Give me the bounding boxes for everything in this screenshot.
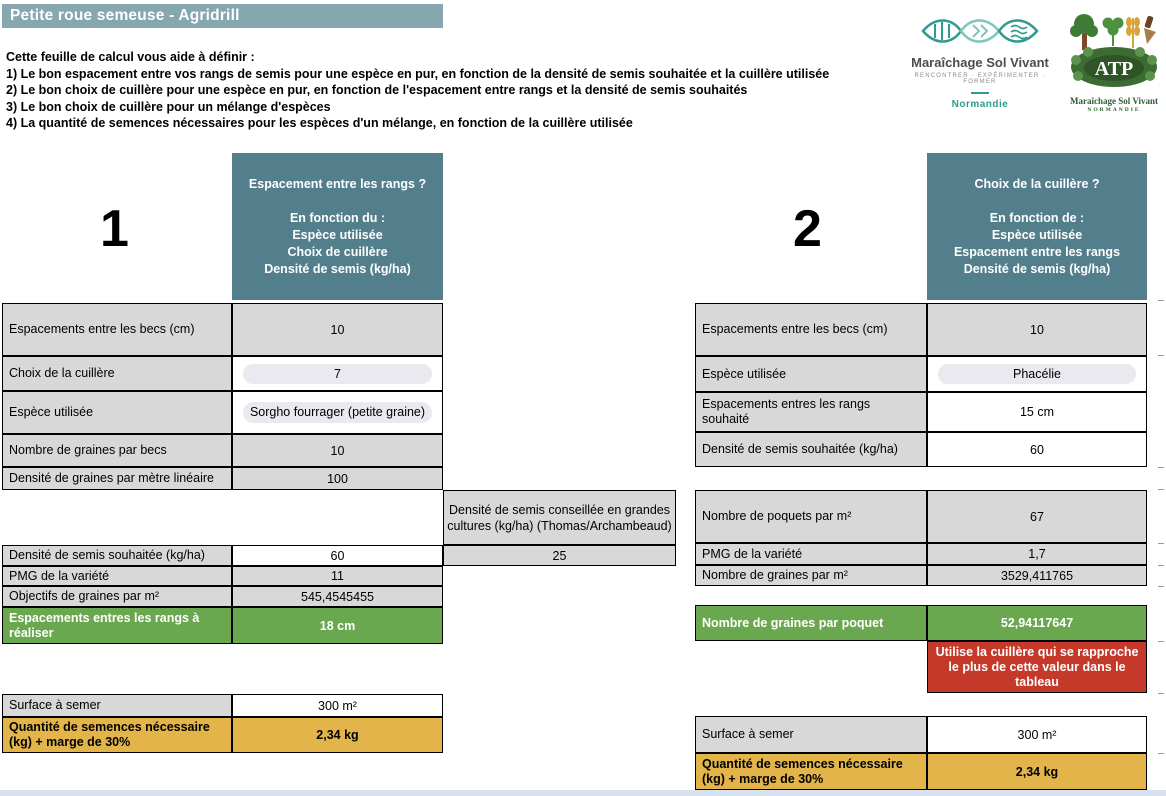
s1-espece-dropdown[interactable]: Sorgho fourrager (petite graine)	[243, 402, 432, 423]
s2-espece-dropdown[interactable]: Phacélie	[938, 364, 1136, 384]
s2-poquets-value: 67	[927, 490, 1147, 543]
section1-header-factor-1: Espèce utilisée	[292, 227, 383, 242]
s2-warning-note: Utilise la cuillère qui se rapproche le plus de cette valeur dans le tableau	[927, 641, 1147, 693]
s1-becs-value: 10	[232, 303, 443, 356]
gridline-tick	[1158, 641, 1164, 642]
msv-fish-icon	[915, 16, 1045, 46]
s1-densite-lineaire-label: Densité de graines par mètre linéaire	[2, 467, 232, 490]
s2-becs-value: 10	[927, 303, 1147, 356]
s2-quantite-label: Quantité de semences nécessaire (kg) + marge de 30%	[695, 753, 927, 790]
section1-header	[232, 153, 443, 300]
section1-header-subtitle: En fonction du :	[289, 210, 386, 225]
atp-illustration-icon	[1068, 10, 1160, 90]
s1-surface-input[interactable]: 300 m²	[232, 694, 443, 717]
s1-becs-label: Espacements entre les becs (cm)	[2, 303, 232, 356]
s2-graines-m2-label: Nombre de graines par m²	[695, 565, 927, 586]
atp-logo-name: Maraîchage Sol Vivant	[1070, 96, 1158, 106]
section2-header-factor-1: Espèce utilisée	[991, 227, 1083, 242]
s2-becs-label: Espacements entre les becs (cm)	[695, 303, 927, 356]
s2-result-value: 52,94117647	[927, 605, 1147, 641]
gridline-tick	[1158, 565, 1164, 566]
s2-espece-label: Espèce utilisée	[695, 356, 927, 392]
section1-header-title: Espacement entre les rangs ?	[248, 176, 427, 191]
s1-pmg-label: PMG de la variété	[2, 566, 232, 586]
section2-header-title: Choix de la cuillère ?	[974, 176, 1100, 191]
s1-cuillere-value-cell	[232, 356, 443, 391]
s2-espacement-souhaite-input[interactable]: 15 cm	[927, 392, 1147, 432]
s2-densite-souhaitee-label: Densité de semis souhaitée (kg/ha)	[695, 432, 927, 467]
spacer	[931, 193, 1143, 210]
msv-logo-name: Maraîchage Sol Vivant	[911, 55, 1049, 70]
s1-densite-souhaitee-label: Densité de semis souhaitée (kg/ha)	[2, 545, 232, 566]
atp-acronym: ATP	[1094, 58, 1134, 80]
section2-number: 2	[793, 200, 822, 258]
bottom-row-highlight	[0, 790, 1166, 796]
gridline-tick	[1158, 467, 1164, 468]
gridline-tick	[1158, 355, 1164, 356]
page-title: Petite roue semeuse - Agridrill	[2, 4, 443, 28]
s1-surface-label: Surface à semer	[2, 694, 232, 717]
s2-poquets-label: Nombre de poquets par m²	[695, 490, 927, 543]
s1-result-label: Espacements entres les rangs à réaliser	[2, 607, 232, 644]
intro-line-3: 3) Le bon choix de cuillère pour un mélange d'espèces	[6, 99, 331, 114]
s2-surface-label: Surface à semer	[695, 716, 927, 753]
s2-pmg-label: PMG de la variété	[695, 543, 927, 565]
advice-box-label: Densité de semis conseillée en grandes cultures (kg/ha) (Thomas/Archambeaud)	[443, 490, 676, 545]
s2-graines-m2-value: 3529,411765	[927, 565, 1147, 586]
intro-heading: Cette feuille de calcul vous aide à définir :	[6, 50, 255, 64]
spacer	[236, 193, 439, 210]
intro-line-1: 1) Le bon espacement entre vos rangs de semis pour une espèce en pur, en fonction de la densité de semis souhaitée et la cuillère utilisée	[6, 66, 830, 81]
s1-densite-souhaitee-input[interactable]: 60	[232, 545, 443, 566]
s1-espece-value-cell	[232, 391, 443, 434]
section1-header-factor-3: Densité de semis (kg/ha)	[264, 261, 411, 276]
gridline-tick	[1158, 543, 1164, 544]
gridline-tick	[1158, 300, 1164, 301]
section2-header-factor-3: Densité de semis (kg/ha)	[963, 261, 1111, 276]
s1-quantite-value: 2,34 kg	[232, 717, 443, 753]
section2-header	[927, 153, 1147, 300]
s2-result-label: Nombre de graines par poquet	[695, 605, 927, 641]
s1-espece-label: Espèce utilisée	[2, 391, 232, 434]
s1-cuillere-dropdown[interactable]: 7	[243, 364, 432, 384]
s1-graines-becs-value: 10	[232, 434, 443, 467]
s1-quantite-label: Quantité de semences nécessaire (kg) + marge de 30%	[2, 717, 232, 753]
section2-header-subtitle: En fonction de :	[989, 210, 1085, 225]
gridline-tick	[1158, 489, 1164, 490]
s1-objectif-graines-label: Objectifs de graines par m²	[2, 586, 232, 607]
section1-header-factor-2: Choix de cuillère	[287, 244, 388, 259]
msv-logo	[898, 16, 1062, 110]
gridline-tick	[1158, 753, 1164, 754]
section2-header-factor-2: Espacement entre les rangs	[953, 244, 1121, 259]
atp-logo-region: NORMANDIE	[1087, 107, 1141, 113]
s1-densite-lineaire-value: 100	[232, 467, 443, 490]
s1-cuillere-label: Choix de la cuillère	[2, 356, 232, 391]
s2-espacement-souhaite-label: Espacements entres les rangs souhaité	[695, 392, 927, 432]
s1-result-value: 18 cm	[232, 607, 443, 644]
intro-text	[6, 49, 829, 132]
advice-box-value: 25	[443, 545, 676, 566]
gridline-tick	[1158, 693, 1164, 694]
gridline-tick	[1158, 586, 1164, 587]
s2-densite-souhaitee-input[interactable]: 60	[927, 432, 1147, 467]
section1-number: 1	[100, 200, 129, 258]
msv-divider	[971, 92, 989, 94]
s2-espece-value-cell	[927, 356, 1147, 392]
s1-graines-becs-label: Nombre de graines par becs	[2, 434, 232, 467]
s2-pmg-value: 1,7	[927, 543, 1147, 565]
msv-logo-tagline: RENCONTRER · EXPÉRIMENTER · FORMER	[914, 73, 1046, 85]
intro-line-2: 2) Le bon choix de cuillère pour une espèce en pur, en fonction de l'espacement entre rangs et la densité de semis souhaités	[6, 83, 748, 97]
s1-objectif-graines-value: 545,4545455	[232, 586, 443, 607]
msv-logo-region: Normandie	[951, 99, 1009, 110]
s2-surface-input[interactable]: 300 m²	[927, 716, 1147, 753]
s1-pmg-value: 11	[232, 566, 443, 586]
atp-logo	[1066, 10, 1162, 113]
intro-line-4: 4) La quantité de semences nécessaires pour les espèces d'un mélange, en fonction de la cuillère utilisée	[6, 116, 633, 130]
s2-quantite-value: 2,34 kg	[927, 753, 1147, 790]
